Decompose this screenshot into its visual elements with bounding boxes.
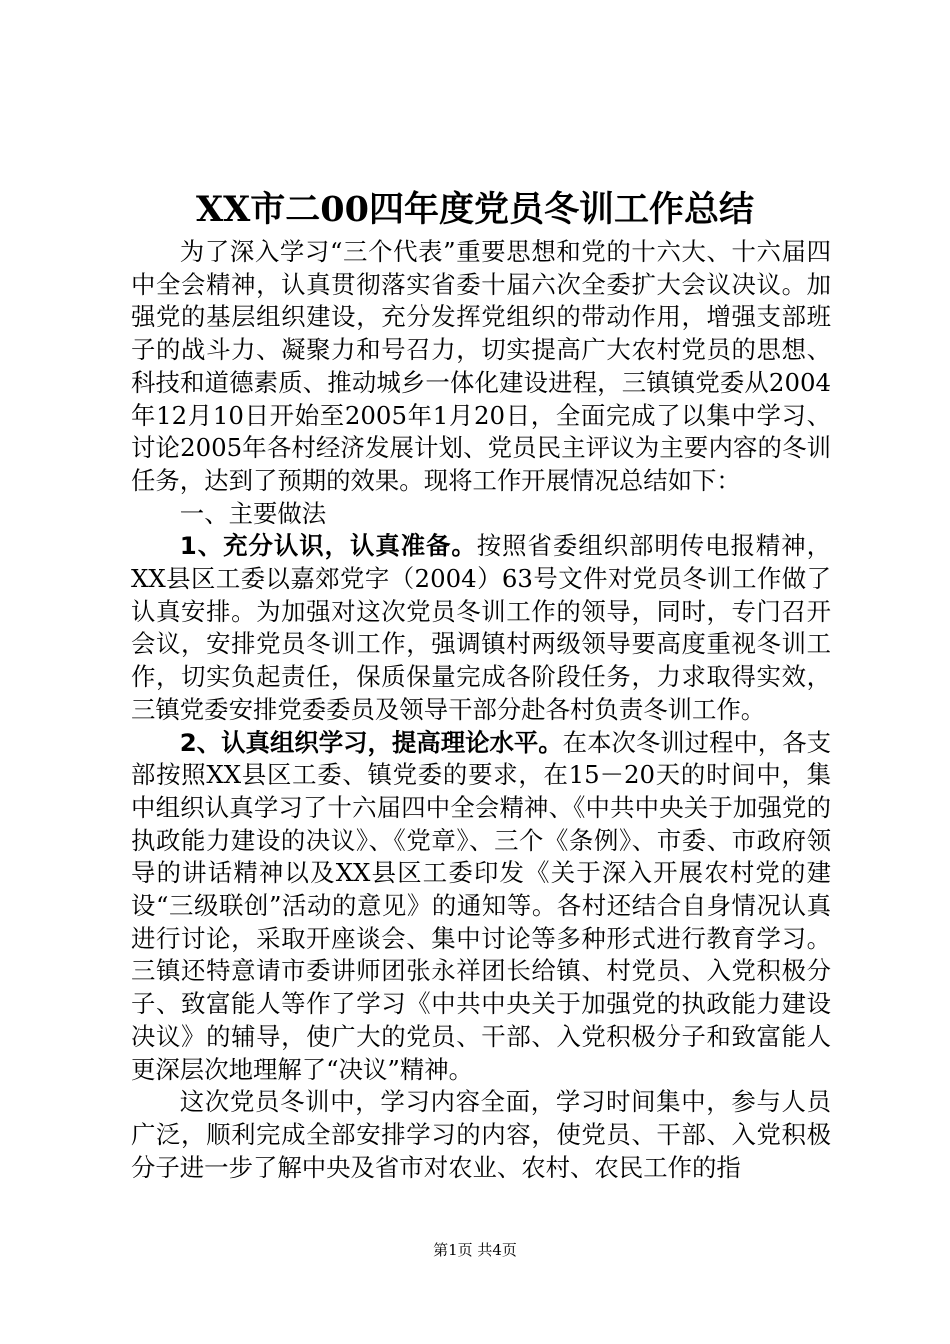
document-title: XX市二00四年度党员冬训工作总结 [195, 189, 755, 230]
item-2-paragraph [131, 727, 831, 1087]
closing-paragraph: 这次党员冬训中，学习内容全面，学习时间集中，参与人员广泛，顺利完成全部安排学习的内容，使党员、干部、入党积极分子进一步了解中央及省市对农业、农村、农民工作的指 [131, 1087, 831, 1182]
page-footer: 第1页 共4页 [433, 1241, 517, 1259]
item-2-text: 在本次冬训过程中，各支部按照XX县区工委、镇党委的要求，在15－20天的时间中，集中组织认真学习了十六届四中全会精神、《中共中央关于加强党的执政能力建设的决议》、《党章》、三个《条例》、市委、市政府领导的讲话精神以及XX县区工委印发《关于深入开展农村党的建设“三级联创”活动的意见》的通知等。各村还结合自身情况认真进行讨论，采取开座谈会、集中讨论等多种形式进行教育学习。三镇还特意请市委讲师团张永祥团长给镇、村党员、入党积极分子、致富能人等作了学习《中共中央关于加强党的执政能力建设决议》的辅导，使广大的党员、干部、入党积极分子和致富能人更深层次地理解了“决议”精神。 [131, 727, 831, 1084]
item-2-lead: 2、认真组织学习，提高理论水平。 [179, 727, 563, 757]
item-1-text: 按照省委组织部明传电报精神，XX县区工委以嘉郊党字（2004）63号文件对党员冬训工作做了认真安排。为加强对这次党员冬训工作的领导，同时，专门召开会议，安排党员冬训工作，强调镇村两级领导要高度重视冬训工作，切实负起责任，保质保量完成各阶段任务，力求取得实效，三镇党委安排党委委员及领导干部分赴各村负责冬训工作。 [131, 531, 831, 724]
item-1-paragraph [131, 530, 831, 726]
intro-paragraph: 为了深入学习“三个代表”重要思想和党的十六大、十六届四中全会精神，认真贯彻落实省委十届六次全委扩大会议决议。加强党的基层组织建设，充分发挥党组织的带动作用，增强支部班子的战斗力、凝聚力和号召力，切实提高广大农村党员的思想、科技和道德素质、推动城乡一体化建设进程，三镇镇党委从2004年12月10日开始至2005年1月20日，全面完成了以集中学习、讨论2005年各村经济发展计划、党员民主评议为主要内容的冬训任务，达到了预期的效果。现将工作开展情况总结如下： [131, 237, 831, 495]
section-heading: 一、主要做法 [179, 498, 327, 528]
document-body [131, 236, 831, 1184]
item-1-lead: 1、充分认识，认真准备。 [179, 531, 477, 561]
